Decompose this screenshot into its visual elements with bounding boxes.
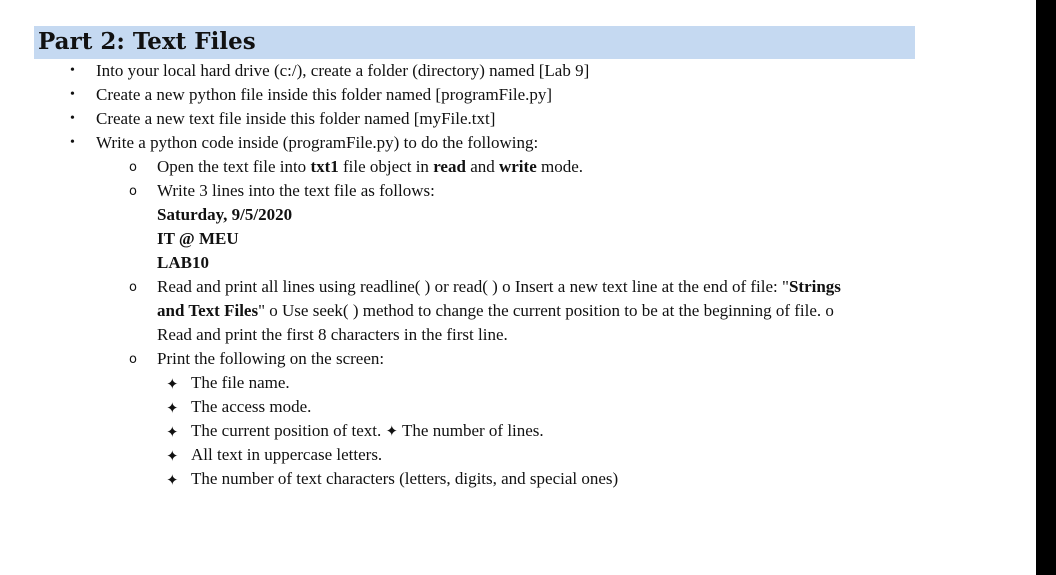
star-bullet-icon: ✦ (166, 399, 179, 417)
star-bullet-icon: ✦ (166, 471, 179, 489)
list-item (0, 83, 1030, 107)
list-item (0, 107, 1030, 131)
item-text: Write 3 lines into the text file as follows: (157, 181, 435, 200)
sub-item-print-screen (0, 347, 1030, 371)
print-item (0, 395, 1030, 419)
item-text: The number of text characters (letters, digits, and special ones) (191, 469, 619, 488)
item-text: Write a python code inside (programFile.py) to do the following: (96, 133, 539, 152)
circle-bullet-icon: o (129, 184, 137, 199)
bullet-icon: • (70, 63, 75, 78)
circle-bullet-icon: o (129, 352, 137, 367)
item-text: The current position of text. (191, 421, 382, 440)
star-bullet-icon: ✦ (166, 447, 179, 465)
star-bullet-icon: ✦ (166, 375, 179, 393)
section-title: Part 2: Text Files (38, 28, 256, 55)
text-run: Open the text file into (157, 157, 311, 176)
bold-text-run: txt1 (310, 157, 339, 176)
list-item (0, 131, 1030, 155)
text-run: and (465, 157, 499, 176)
bold-text-run: read (433, 157, 466, 176)
right-edge-bar (1036, 0, 1056, 575)
item-text: Print the following on the screen: (157, 349, 385, 368)
file-content-line: LAB10 (157, 253, 209, 272)
item-text: Into your local hard drive (c:/), create a folder (directory) named [Lab 9] (96, 61, 590, 80)
file-content-line: IT @ MEU (157, 229, 239, 248)
bold-text-run: and Text Files (157, 301, 259, 320)
print-item (0, 371, 1030, 395)
star-bullet-icon: ✦ (385, 422, 399, 440)
bullet-icon: • (70, 111, 75, 126)
bold-text-run: write (498, 157, 537, 176)
sub-item-open-file (0, 155, 1030, 179)
bullet-icon: • (70, 135, 75, 150)
sub-item-continuation: Read and print the first 8 characters in the first line. (157, 325, 508, 344)
item-text: All text in uppercase letters. (191, 445, 383, 464)
bullet-icon: • (70, 87, 75, 102)
circle-bullet-icon: o (129, 280, 137, 295)
item-text: The number of lines. (402, 421, 544, 440)
item-text: The file name. (191, 373, 290, 392)
item-text: Create a new python file inside this folder named [programFile.py] (96, 85, 553, 104)
instructions-list (0, 59, 1030, 491)
sub-item-write-lines (0, 179, 1030, 203)
text-run: file object in (338, 157, 434, 176)
print-item (0, 467, 1030, 491)
text-run: " o Use seek( ) method to change the current position to be at the beginning of file. o (258, 301, 834, 320)
star-bullet-icon: ✦ (166, 423, 179, 441)
circle-bullet-icon: o (129, 160, 137, 175)
print-item (0, 443, 1030, 467)
text-run: Read and print all lines using readline( ) or read( ) o Insert a new text line at the end of file: " (157, 277, 789, 296)
sub-item-read-print (0, 275, 1030, 299)
list-item (0, 59, 1030, 83)
text-run: mode. (536, 157, 584, 176)
item-text: Create a new text file inside this folder named [myFile.txt] (96, 109, 496, 128)
bold-text-run: Strings (788, 277, 841, 296)
item-text: The access mode. (191, 397, 312, 416)
file-content-line: Saturday, 9/5/2020 (157, 205, 293, 224)
sub-item-continuation (0, 299, 1030, 323)
print-item (0, 419, 1030, 443)
